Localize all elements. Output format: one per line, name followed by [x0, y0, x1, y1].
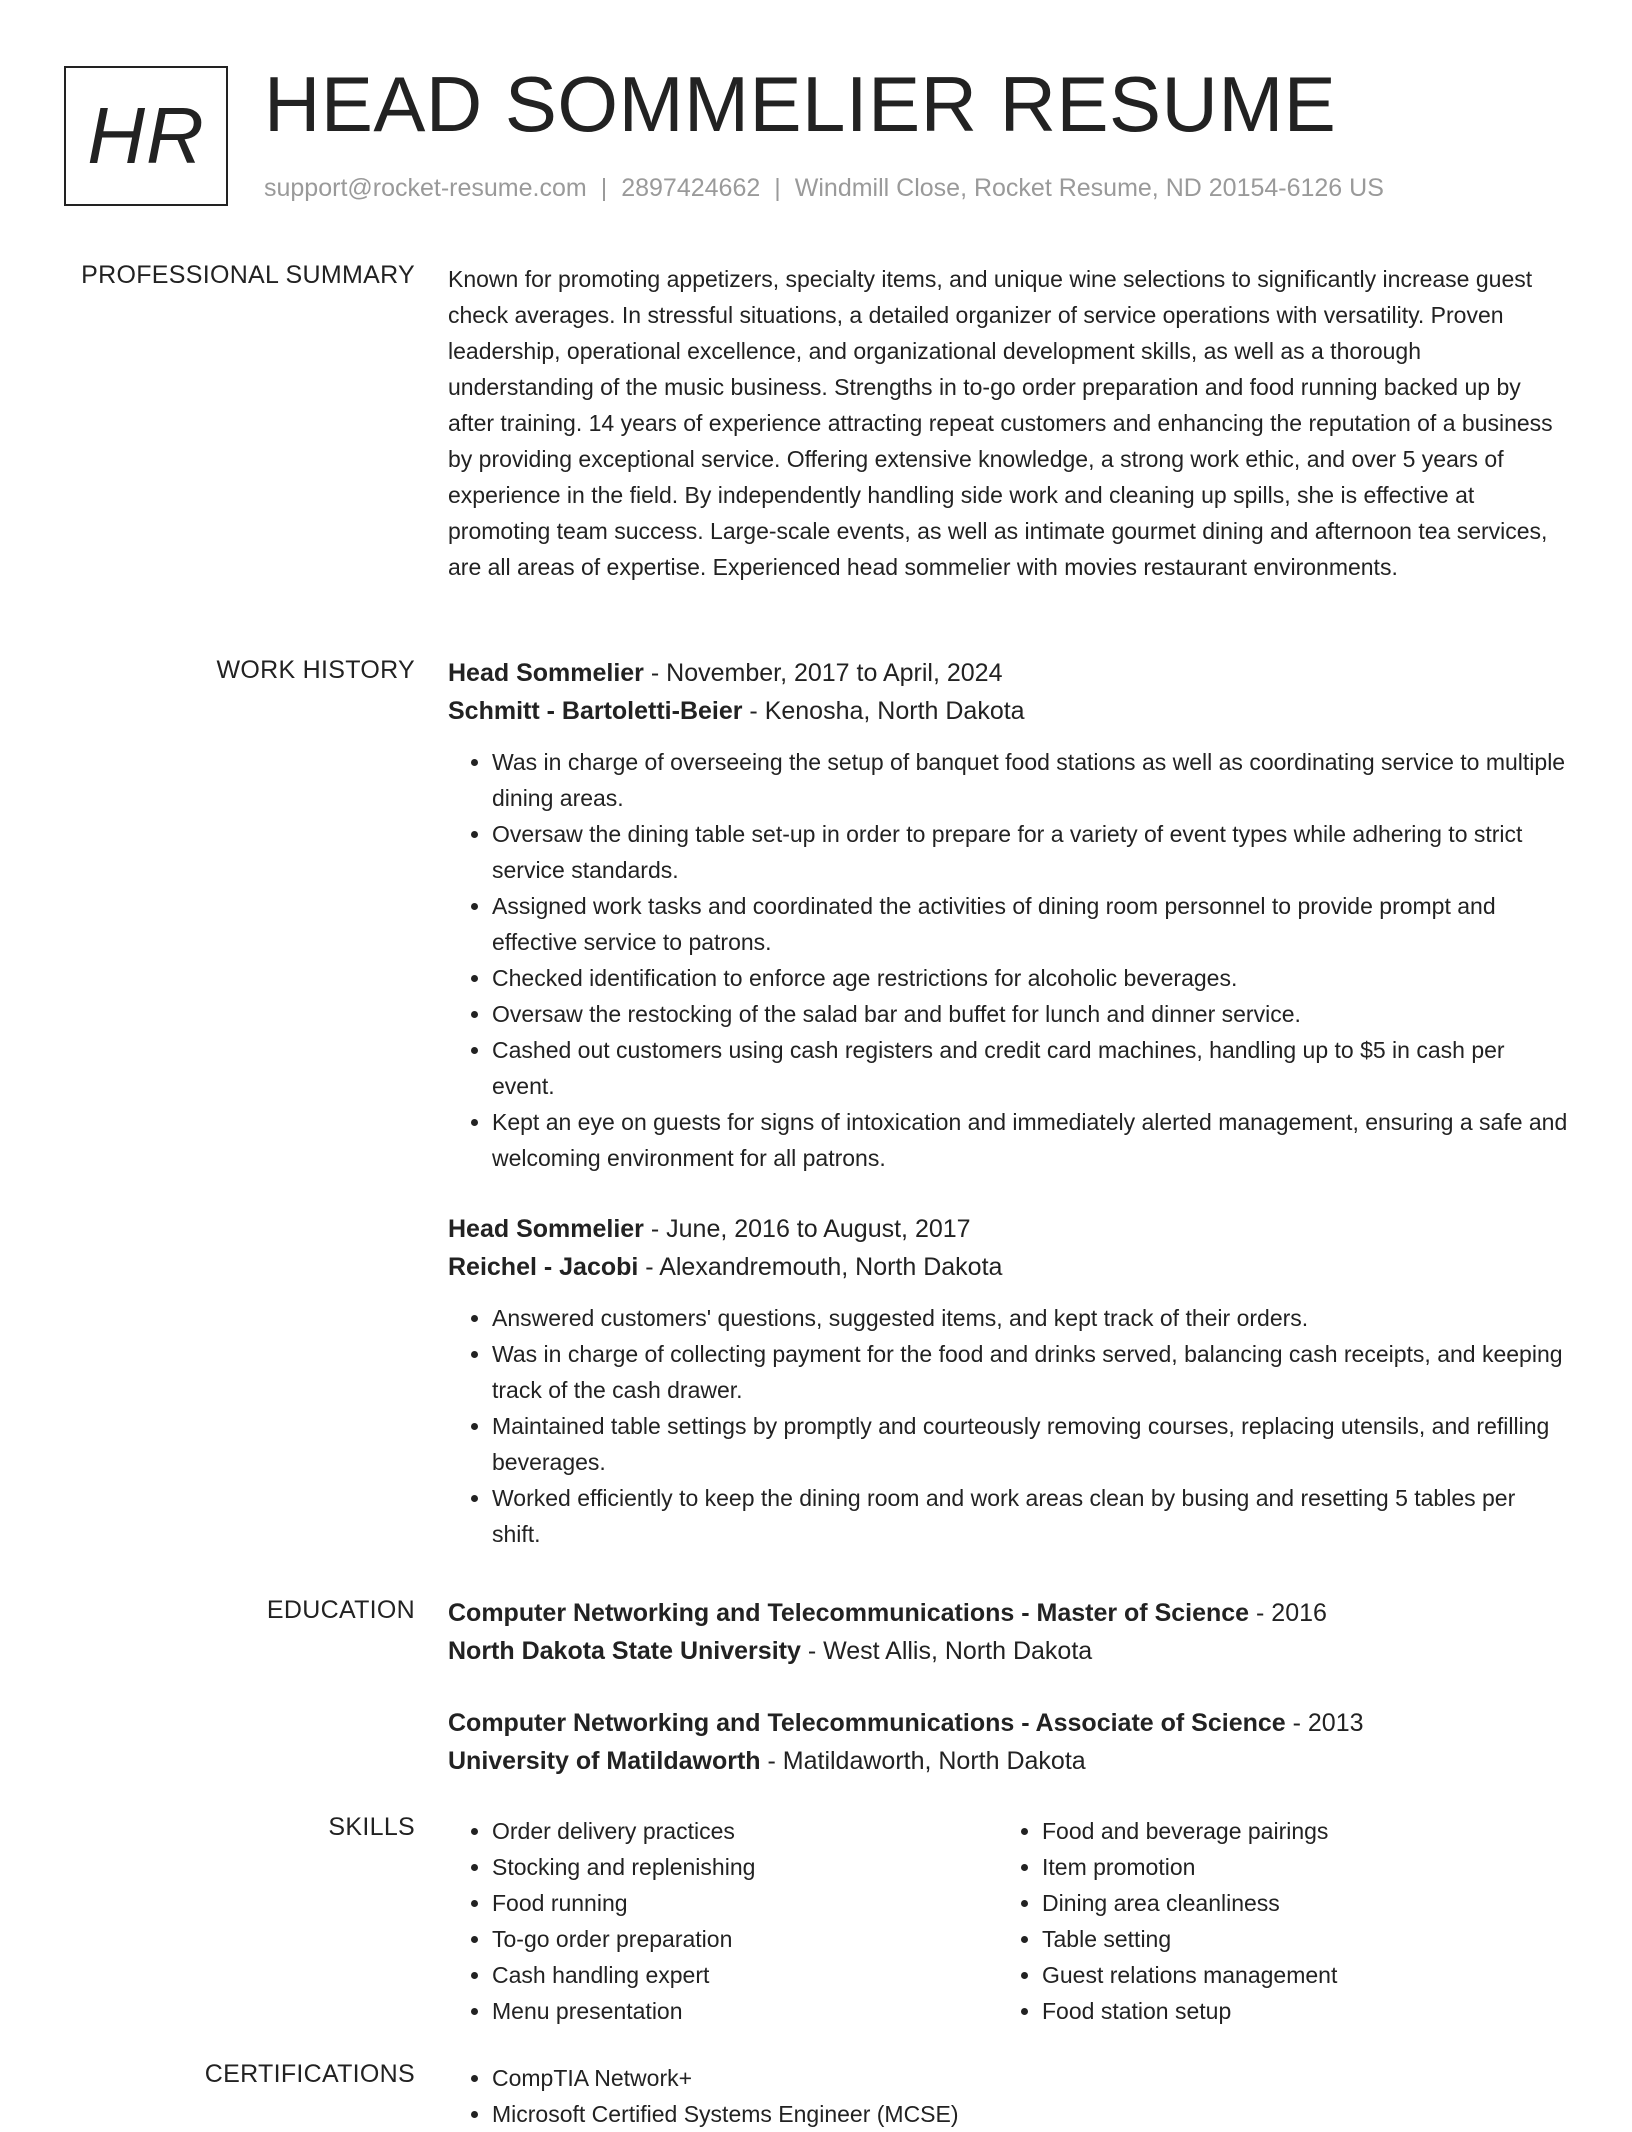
job-bullet: • Oversaw the dining table set-up in order to prepare for a variety of event types while adhering to strict service standards.: [492, 816, 1568, 888]
education-school-line: [448, 1632, 1568, 1670]
contact-line: [264, 174, 1384, 203]
job-bullet: • Assigned work tasks and coordinated the activities of dining room personnel to provide prompt and effective service to patrons.: [492, 888, 1568, 960]
skill-item: • Stocking and replenishing: [492, 1849, 998, 1885]
job-dates: - June, 2016 to August, 2017: [643, 1215, 971, 1243]
skill-item: • Food and beverage pairings: [1042, 1813, 1548, 1849]
education-degree-line: [448, 1594, 1568, 1632]
job-bullet: • Was in charge of overseeing the setup of banquet food stations as well as coordinating service to multiple dining areas.: [492, 744, 1568, 816]
section-label-education: EDUCATION: [266, 1596, 415, 1624]
job-bullet: • Checked identification to enforce age restrictions for alcoholic beverages.: [492, 960, 1568, 996]
section-label-skills: SKILLS: [328, 1813, 415, 1841]
education-degree-line: [448, 1704, 1568, 1742]
education-school: University of Matildaworth: [448, 1747, 761, 1775]
job-bullet: • Maintained table settings by promptly and courteously removing courses, replacing utensils, and refilling beverages.: [492, 1408, 1568, 1480]
job-company-line: [448, 692, 1568, 730]
education-location: - Matildaworth, North Dakota: [760, 1747, 1086, 1775]
skills-columns: [448, 1813, 1568, 2029]
job-location: - Kenosha, North Dakota: [742, 697, 1025, 725]
job-bullet: • Kept an eye on guests for signs of intoxication and immediately alerted management, ensuring a safe and welcoming environment for all patrons.: [492, 1104, 1568, 1176]
contact-phone[interactable]: 2897424662: [621, 174, 761, 202]
skills-list-right: [998, 1813, 1548, 2029]
job-dates: - November, 2017 to April, 2024: [643, 659, 1003, 687]
job-company-line: [448, 1248, 1568, 1286]
skill-item: • Order delivery practices: [492, 1813, 998, 1849]
education-location: - West Allis, North Dakota: [800, 1637, 1093, 1665]
section-label-summary: PROFESSIONAL SUMMARY: [81, 261, 415, 289]
job-company: Reichel - Jacobi: [448, 1253, 639, 1281]
job-title: Head Sommelier: [448, 659, 644, 687]
certification-item: • CompTIA Network+: [492, 2060, 1568, 2096]
job-title-line: [448, 654, 1568, 692]
contact-email[interactable]: support@rocket-resume.com: [264, 174, 587, 202]
skill-item: • Food station setup: [1042, 1993, 1548, 2029]
skills-list-left: [448, 1813, 998, 2029]
resume-title: HEAD SOMMELIER RESUME: [264, 60, 1337, 148]
job-location: - Alexandremouth, North Dakota: [638, 1253, 1003, 1281]
education-school: North Dakota State University: [448, 1637, 801, 1665]
skill-item: • Food running: [492, 1885, 998, 1921]
skill-item: • Dining area cleanliness: [1042, 1885, 1548, 1921]
summary-text: Known for promoting appetizers, specialty items, and unique wine selections to significantly increase guest check averages. In stressful situations, a detailed organizer of service operations with versatility. Proven leadership, operational excellence, and organizational development skills, as well as a thorough understanding of the music business. Strengths in to-go order preparation and food running backed up by after training. 14 years of experience attracting repeat customers and enhancing the reputation of a business by providing exceptional service. Offering extensive knowledge, a strong work ethic, and over 5 years of experience in the field. By independently handling side work and cleaning up spills, she is effective at promoting team success. Large-scale events, as well as intimate gourmet dining and afternoon tea services, are all areas of expertise. Experienced head sommelier with movies restaurant environments.: [448, 266, 1553, 580]
monogram: HR: [64, 66, 228, 206]
education-degree: Computer Networking and Telecommunications - Master of Science: [448, 1599, 1250, 1627]
section-label-certifications: CERTIFICATIONS: [204, 2060, 415, 2088]
education-school-line: [448, 1742, 1568, 1780]
skill-item: • Guest relations management: [1042, 1957, 1548, 1993]
job-bullet: • Worked efficiently to keep the dining room and work areas clean by busing and resetting 5 tables per shift.: [492, 1480, 1568, 1552]
job-bullet: • Oversaw the restocking of the salad bar and buffet for lunch and dinner service.: [492, 996, 1568, 1032]
job-entry: [448, 1210, 1568, 1552]
education-entry: [448, 1704, 1568, 1780]
job-company: Schmitt - Bartoletti-Beier: [448, 697, 743, 725]
job-bullet: • Was in charge of collecting payment for the food and drinks served, balancing cash receipts, and keeping track of the cash drawer.: [492, 1336, 1568, 1408]
job-bullet: • Cashed out customers using cash registers and credit card machines, handling up to $5 in cash per event.: [492, 1032, 1568, 1104]
job-title: Head Sommelier: [448, 1215, 644, 1243]
contact-separator: |: [600, 174, 608, 202]
job-entry: [448, 654, 1568, 1176]
skill-item: • Item promotion: [1042, 1849, 1548, 1885]
contact-address: Windmill Close, Rocket Resume, ND 20154-6126 US: [794, 174, 1384, 202]
contact-separator: |: [774, 174, 781, 202]
education-degree: Computer Networking and Telecommunications - Associate of Science: [448, 1709, 1286, 1737]
skill-item: • Menu presentation: [492, 1993, 998, 2029]
certifications-list: [448, 2060, 1568, 2132]
skill-item: • Cash handling expert: [492, 1957, 998, 1993]
job-title-line: [448, 1210, 1568, 1248]
certification-item: • Microsoft Certified Systems Engineer (MCSE): [492, 2096, 1568, 2132]
job-bullets: [448, 1300, 1568, 1552]
skill-item: • To-go order preparation: [492, 1921, 998, 1957]
education-year: - 2016: [1249, 1599, 1327, 1627]
job-bullet: • Answered customers' questions, suggested items, and kept track of their orders.: [492, 1300, 1568, 1336]
education-entry: [448, 1594, 1568, 1670]
job-bullets: [448, 744, 1568, 1176]
skill-item: • Table setting: [1042, 1921, 1548, 1957]
education-year: - 2013: [1285, 1709, 1364, 1737]
section-label-work: WORK HISTORY: [216, 656, 415, 684]
